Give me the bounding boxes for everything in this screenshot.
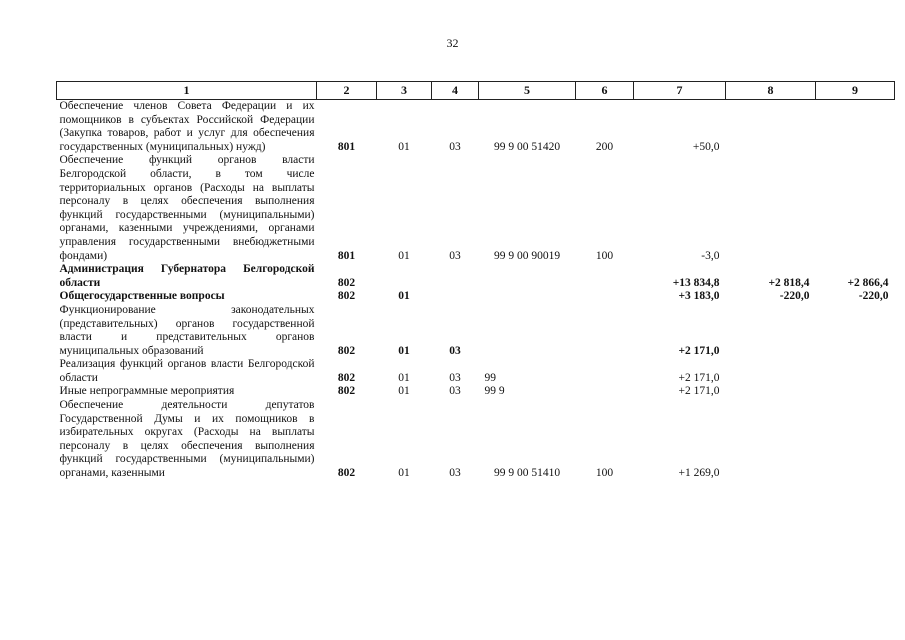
cell-amount-9 xyxy=(816,100,895,155)
cell-target-article: 99 9 00 51420 xyxy=(493,140,561,153)
cell-amount-9: -220,0 xyxy=(858,290,889,303)
cell-subsection: 03 xyxy=(449,249,461,262)
cell-amount-7: +2 171,0 xyxy=(678,385,720,398)
table-row xyxy=(57,154,895,263)
row-description: Общегосударственные вопросы xyxy=(59,290,225,303)
cell-subsection: 03 xyxy=(449,385,461,398)
cell-target-article xyxy=(479,290,576,304)
cell-expense-type: 200 xyxy=(595,140,614,153)
cell-amount-8 xyxy=(726,154,816,263)
cell-amount-9 xyxy=(816,385,895,399)
column-header: 5 xyxy=(479,82,576,100)
cell-expense-type: 100 xyxy=(595,467,614,480)
cell-section: 01 xyxy=(398,140,410,153)
cell-ministry-code: 801 xyxy=(337,140,356,153)
cell-amount-8: -220,0 xyxy=(779,290,810,303)
row-description: Реализация функций органов власти Белгородской области xyxy=(59,358,315,384)
table-row xyxy=(57,358,895,385)
column-header: 8 xyxy=(726,82,816,100)
cell-amount-9 xyxy=(816,358,895,385)
cell-target-article: 99 9 xyxy=(484,385,505,398)
cell-subsection xyxy=(432,290,479,304)
cell-target-article: 99 xyxy=(484,371,496,384)
cell-expense-type xyxy=(576,304,634,358)
row-description: Функционирование законодательных (представительных) органов государственной власти и представительных органов муниципальных образований xyxy=(59,303,315,357)
budget-table xyxy=(56,81,895,481)
cell-subsection: 03 xyxy=(449,371,461,384)
cell-amount-8 xyxy=(726,399,816,481)
cell-section: 01 xyxy=(398,344,410,357)
row-description: Обеспечение членов Совета Федерации и их помощников в субъектах Российской Федерации (Закупка товаров, работ и услуг для обеспечения государственных (муниципальных) нужд) xyxy=(59,100,315,153)
cell-ministry-code: 802 xyxy=(337,344,356,357)
cell-amount-9 xyxy=(816,399,895,481)
cell-ministry-code: 801 xyxy=(337,249,356,262)
cell-amount-8 xyxy=(726,385,816,399)
column-header: 6 xyxy=(576,82,634,100)
cell-amount-9 xyxy=(816,304,895,358)
cell-subsection: 03 xyxy=(449,140,461,153)
cell-amount-9 xyxy=(816,154,895,263)
row-description: Обеспечение функций органов власти Белгородской области, в том числе территориальных органов (Расходы на выплаты персоналу в целях обеспечения выполнения функций государственными (муниципальными) органами, казенными учреждениями, органами управления государственными внебюджетными фондами) xyxy=(59,154,315,262)
cell-amount-7: +50,0 xyxy=(692,140,720,153)
cell-section: 01 xyxy=(398,371,410,384)
cell-section: 01 xyxy=(398,467,410,480)
cell-expense-type xyxy=(576,263,634,290)
cell-amount-8: +2 818,4 xyxy=(768,276,810,289)
cell-amount-7: +13 834,8 xyxy=(672,276,720,289)
cell-amount-9: +2 866,4 xyxy=(847,276,889,289)
cell-target-article xyxy=(479,304,576,358)
cell-amount-8 xyxy=(726,100,816,155)
row-description: Обеспечение деятельности депутатов Государственной Думы и их помощников в избирательных округах (Расходы на выплаты персоналу в целях обеспечения выполнения функций государственными (муниципальными) органами, казенными xyxy=(59,399,315,480)
cell-ministry-code: 802 xyxy=(337,385,356,398)
cell-amount-8 xyxy=(726,304,816,358)
column-header: 2 xyxy=(317,82,377,100)
table-header-row xyxy=(57,82,895,100)
cell-section: 01 xyxy=(398,290,410,303)
column-header: 3 xyxy=(377,82,432,100)
cell-ministry-code: 802 xyxy=(337,467,356,480)
column-header: 7 xyxy=(634,82,726,100)
page-number: 32 xyxy=(446,36,459,50)
table-row xyxy=(57,385,895,399)
cell-ministry-code: 802 xyxy=(337,371,356,384)
cell-target-article: 99 9 00 51410 xyxy=(493,467,561,480)
table-row xyxy=(57,263,895,290)
cell-expense-type xyxy=(576,358,634,385)
cell-expense-type xyxy=(576,290,634,304)
cell-ministry-code: 802 xyxy=(337,276,356,289)
cell-target-article: 99 9 00 90019 xyxy=(493,249,561,262)
cell-subsection: 03 xyxy=(449,344,461,357)
column-header: 4 xyxy=(432,82,479,100)
cell-target-article xyxy=(479,263,576,290)
row-description: Иные непрограммные мероприятия xyxy=(59,385,235,398)
cell-amount-7: +1 269,0 xyxy=(678,467,720,480)
cell-amount-7: +2 171,0 xyxy=(678,344,720,357)
cell-amount-7: -3,0 xyxy=(701,249,720,262)
cell-amount-7: +2 171,0 xyxy=(678,371,720,384)
cell-expense-type: 100 xyxy=(595,249,614,262)
table-row xyxy=(57,304,895,358)
column-header: 1 xyxy=(57,82,317,100)
column-header: 9 xyxy=(816,82,895,100)
table-row xyxy=(57,100,895,155)
table-row xyxy=(57,290,895,304)
cell-subsection xyxy=(432,263,479,290)
row-description: Администрация Губернатора Белгородской области xyxy=(59,263,315,289)
cell-amount-8 xyxy=(726,358,816,385)
cell-section: 01 xyxy=(398,385,410,398)
cell-section: 01 xyxy=(398,249,410,262)
cell-section xyxy=(377,263,432,290)
table-row xyxy=(57,399,895,481)
cell-subsection: 03 xyxy=(449,467,461,480)
cell-amount-7: +3 183,0 xyxy=(678,290,720,303)
cell-expense-type xyxy=(576,385,634,399)
cell-ministry-code: 802 xyxy=(337,290,356,303)
